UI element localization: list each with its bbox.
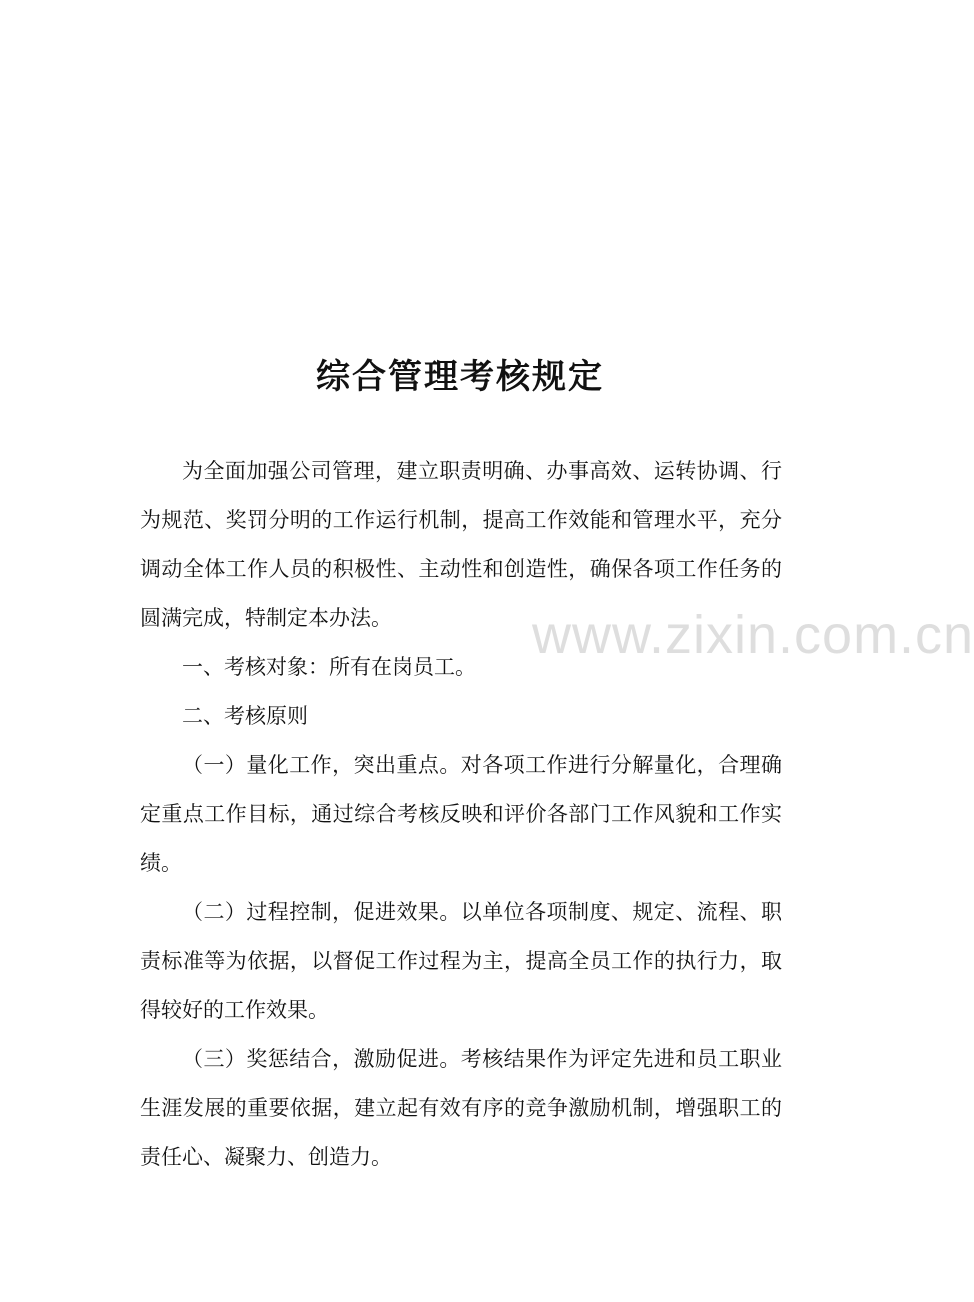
- watermark: www.zixin.com.cn: [532, 605, 974, 665]
- intro-paragraph: 为全面加强公司管理，建立职责明确、办事高效、运转协调、行为规范、奖罚分明的工作运行机制，提高工作效能和管理水平，充分调动全体工作人员的积极性、主动性和创造性，确保各项工作任务的圆满完成，特制定本办法。: [140, 459, 782, 630]
- principle-1-paragraph: （一）量化工作，突出重点。对各项工作进行分解量化，合理确定重点工作目标，通过综合考核反映和评价各部门工作风貌和工作实绩。: [140, 753, 782, 875]
- section-assessment-principles: 二、考核原则: [182, 704, 308, 728]
- principle-2-paragraph: （二）过程控制，促进效果。以单位各项制度、规定、流程、职责标准等为依据，以督促工作过程为主，提高全员工作的执行力，取得较好的工作效果。: [140, 900, 782, 1022]
- document-body: [140, 447, 782, 1182]
- document-title: 综合管理考核规定: [316, 357, 604, 397]
- principle-3-paragraph: （三）奖惩结合，激励促进。考核结果作为评定先进和员工职业生涯发展的重要依据，建立起有效有序的竞争激励机制，增强职工的责任心、凝聚力、创造力。: [140, 1047, 782, 1169]
- section-assessment-target: 一、考核对象：所有在岗员工。: [182, 655, 476, 679]
